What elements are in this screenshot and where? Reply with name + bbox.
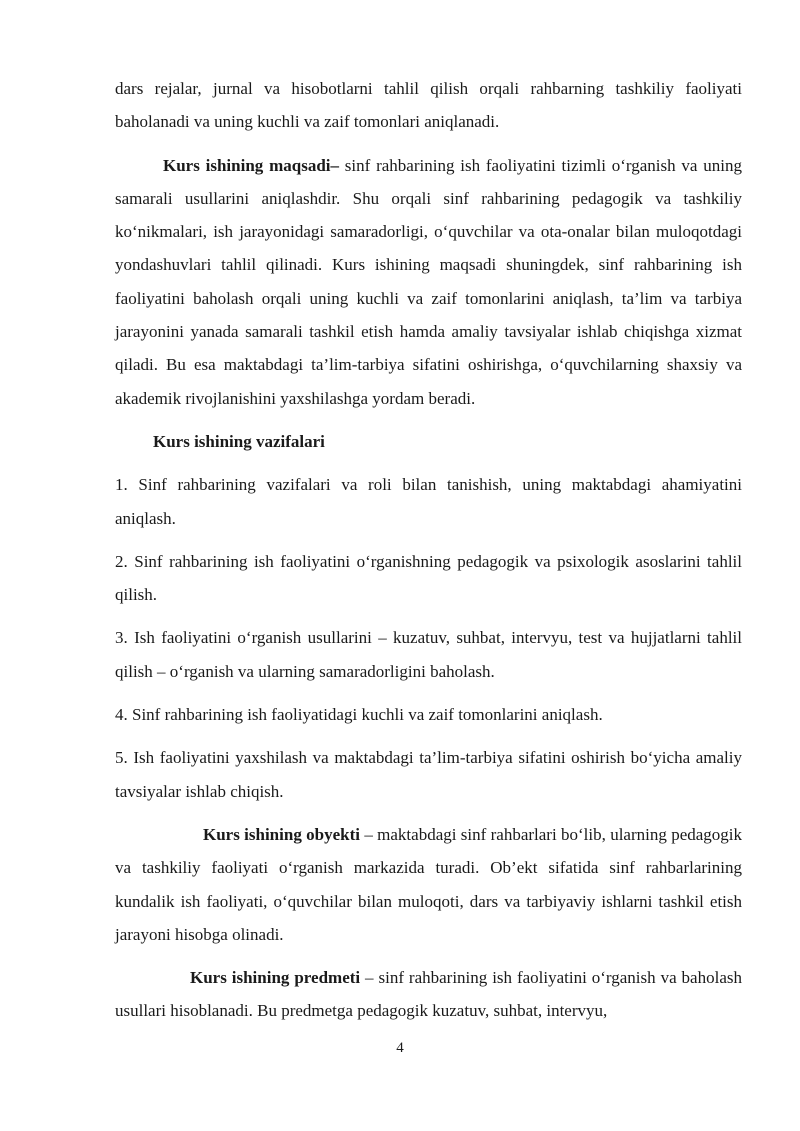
page-number: 4: [396, 1040, 404, 1056]
object-paragraph: [115, 818, 742, 951]
goal-text: sinf rahbarining ish faoliyatini tizimli o‘rganish va uning samarali usullarini aniqlashdir. Shu orqali sinf rahbarining pedagogik va tashkiliy ko‘nikmalari, ish jarayonidagi samaradorligi, o‘quvchilar va ota-onalar bilan muloqotdagi yondashuvlari tahlil qilinadi. Kurs ishining maqsadi shuningdek, sinf rahbarining ish faoliyatini baholash orqali uning kuchli va zaif tomonlarini aniqlash, ta’lim va tarbiya jarayonini yanada samarali tashkil etish hamda amaliy tavsiyalar ishlab chiqishga xizmat qiladi. Bu esa maktabdagi ta’lim-tarbiya sifatini oshirishga, o‘quvchilarning shaxsiy va akademik rivojlanishini yaxshilashga yordam beradi.: [115, 155, 742, 408]
object-label: Kurs ishining obyekti: [203, 824, 360, 844]
tasks-heading: Kurs ishining vazifalari: [153, 431, 325, 451]
subject-label: Kurs ishining predmeti: [190, 968, 361, 988]
subject-paragraph: [115, 961, 742, 1028]
object-text: – maktabdagi sinf rahbarlari bo‘lib, ularning pedagogik va tashkiliy faoliyati o‘rganish markazida turadi. Ob’ekt sifatida sinf rahbarlarining kundalik ish faoliyati, o‘quvchilar bilan muloqoti, dars va tarbiyaviy ishlarni tashkil etish jarayoni hisobga olinadi.: [115, 824, 743, 944]
goal-paragraph: [115, 149, 742, 415]
goal-label: Kurs ishining maqsadi–: [163, 155, 339, 175]
task-item-2: 2. Sinf rahbarining ish faoliyatini o‘rganishning pedagogik va psixologik asoslarini tahlil qilish.: [115, 551, 742, 605]
subject-text: – sinf rahbarining ish faoliyatini o‘rganish va baholash usullari hisoblanadi. Bu predmetga pedagogik kuzatuv, suhbat, intervyu,: [115, 968, 742, 1021]
task-item-4: 4. Sinf rahbarining ish faoliyatidagi kuchli va zaif tomonlarini aniqlash.: [115, 705, 603, 725]
intro-paragraph: dars rejalar, jurnal va hisobotlarni tahlil qilish orqali rahbarning tashkiliy faoliyati baholanadi va uning kuchli va zaif tomonlari aniqlanadi.: [115, 79, 742, 132]
task-item-3: 3. Ish faoliyatini o‘rganish usullarini – kuzatuv, suhbat, intervyu, test va hujjatlarni tahlil qilish – o‘rganish va ularning samaradorligini baholash.: [115, 628, 742, 681]
task-item-1: 1. Sinf rahbarining vazifalari va roli bilan tanishish, uning maktabdagi ahamiyatini aniqlash.: [115, 475, 742, 528]
task-item-5: 5. Ish faoliyatini yaxshilash va maktabdagi ta’lim-tarbiya sifatini oshirish bo‘yicha amaliy tavsiyalar ishlab chiqish.: [115, 748, 742, 801]
document-page: [115, 72, 742, 1028]
